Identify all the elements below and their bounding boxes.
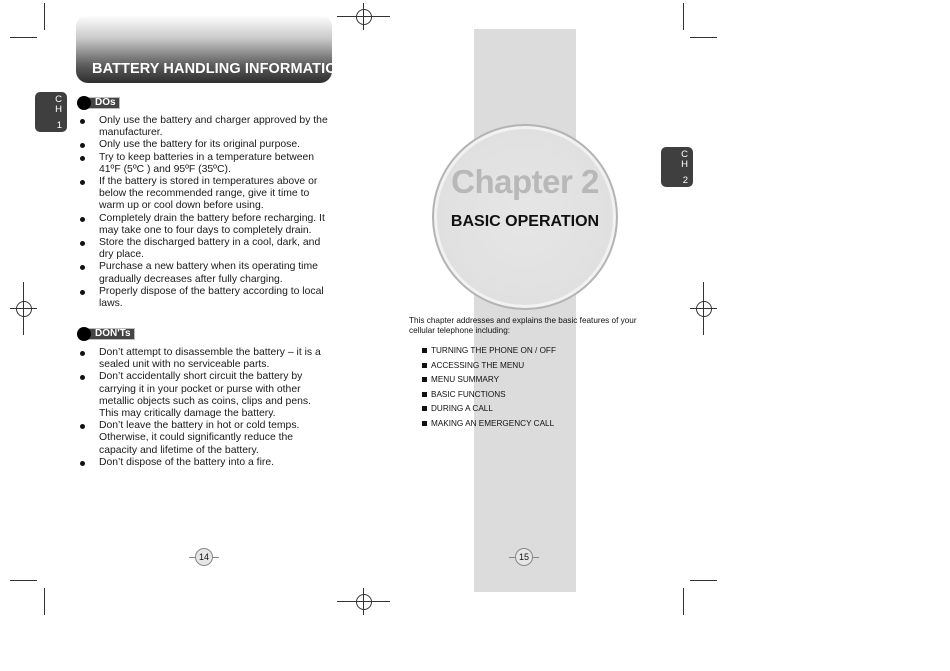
list-item: DURING A CALL (422, 402, 556, 417)
chapter-number: Chapter 2 (451, 163, 599, 200)
chapter-intro: This chapter addresses and explains the basic features of your cellular telephone including: (409, 316, 637, 335)
chapter-tab-2: C H 2 (661, 147, 693, 187)
list-item: Don’t leave the battery in hot or cold temps. Otherwise, it could significantly reduce the capacity and lifetime of the battery. (80, 420, 325, 457)
list-item: ACCESSING THE MENU (422, 359, 556, 374)
gray-column (474, 29, 576, 592)
chapter-tab-1: C H 1 (35, 92, 67, 132)
list-item: Store the discharged battery in a cool, dark, and dry place. (80, 237, 330, 261)
bullet-dot-icon (77, 96, 91, 110)
list-item: Only use the battery for its original purpose. (80, 139, 330, 151)
list-item: Completely drain the battery before recharging. It may take one to four days to completely drain. (80, 213, 330, 237)
list-item: If the battery is stored in temperatures above or below the recommended range, give it time to warm up or cool down before using. (80, 176, 330, 213)
chapter-topics-list (422, 344, 556, 432)
list-item: Don’t attempt to disassemble the battery – it is a sealed unit with no serviceable parts. (80, 347, 325, 371)
page-title: BATTERY HANDLING INFORMATION (92, 61, 348, 77)
list-item: Try to keep batteries in a temperature between 41ºF (5ºC ) and 95ºF (35ºC). (80, 152, 330, 176)
list-item: TURNING THE PHONE ON / OFF (422, 344, 556, 359)
list-item: MENU SUMMARY (422, 373, 556, 388)
page-number-left: 14 (195, 548, 213, 566)
donts-list (80, 347, 325, 469)
list-item: Only use the battery and charger approved by the manufacturer. (80, 115, 330, 139)
dos-list (80, 115, 330, 310)
page-number-right: 15 (515, 548, 533, 566)
bullet-dot-icon (77, 327, 91, 341)
chapter-title: BASIC OPERATION (450, 213, 600, 230)
list-item: Don’t dispose of the battery into a fire. (80, 457, 325, 469)
list-item: MAKING AN EMERGENCY CALL (422, 417, 556, 432)
list-item: Purchase a new battery when its operating time gradually decreases after fully charging. (80, 261, 330, 285)
list-item: Properly dispose of the battery according to local laws. (80, 286, 330, 310)
list-item: BASIC FUNCTIONS (422, 388, 556, 403)
list-item: Don’t accidentally short circuit the battery by carrying it in your pocket or purse with other metallic objects such as coins, clips and pens. This may critically damage the battery. (80, 371, 325, 420)
